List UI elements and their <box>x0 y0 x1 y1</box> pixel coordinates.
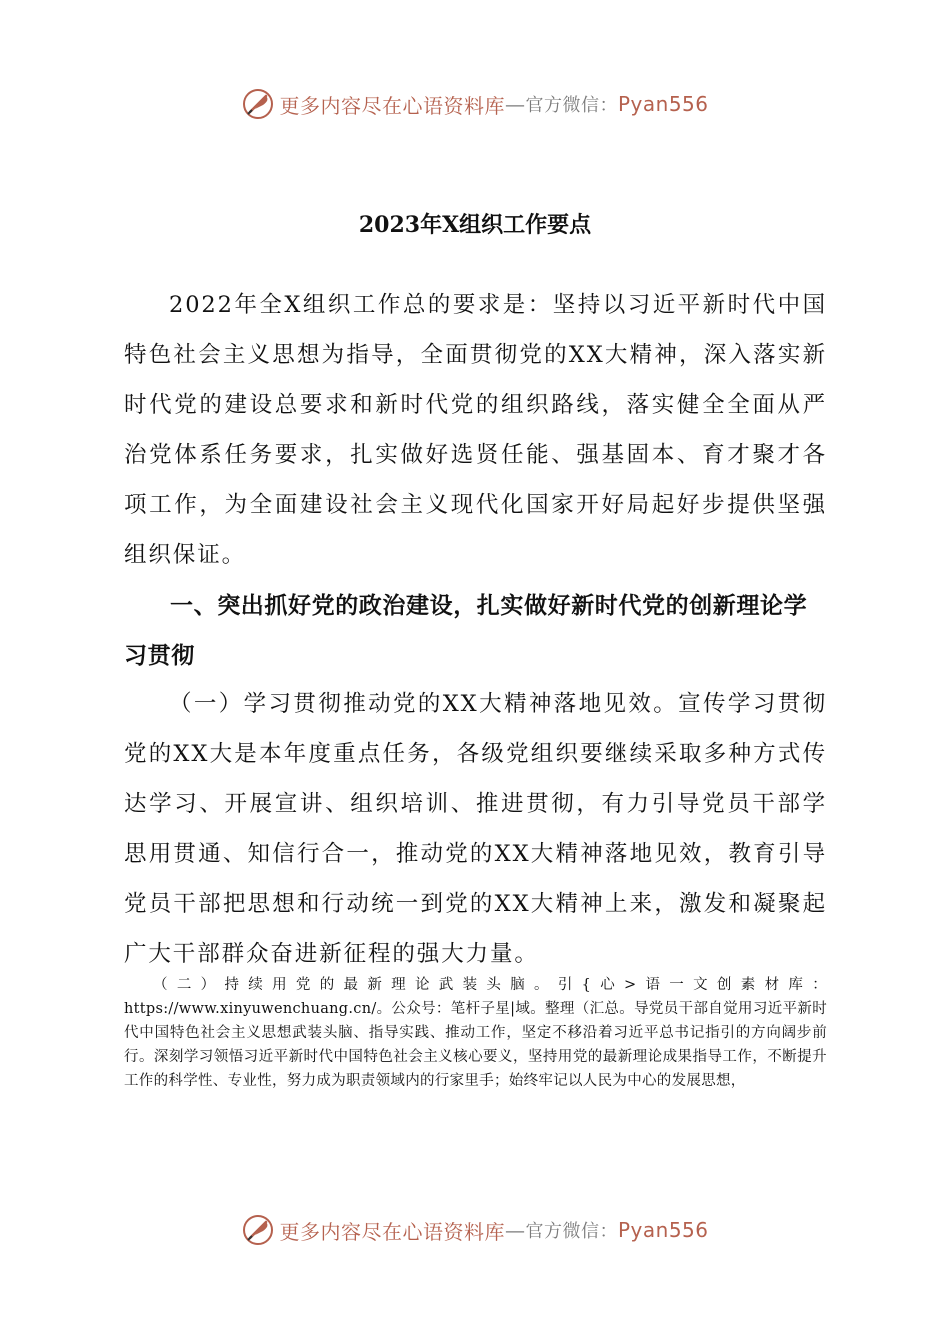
banner-wechat-id: Pyan556 <box>617 1218 709 1242</box>
subsection-paragraph-1: （一）学习贯彻推动党的XX大精神落地见效。宣传学习贯彻党的XX大是本年度重点任务，各级党组织要继续采取多种方式传达学习、开展宣讲、组织培训、推进贯彻，有力引导党员干部学思用贯通、知信行合一，推动党的XX大精神落地见效，教育引导党员干部把思想和行动统一到党的XX大精神上来，激发和凝聚起广大干部群众奋进新征程的强大力量。 <box>124 691 827 967</box>
quill-logo-icon <box>241 87 275 121</box>
quill-logo-icon <box>241 1213 275 1247</box>
footer-watermark-banner <box>0 1208 950 1252</box>
banner-wechat-label: 官方微信： <box>525 1221 618 1242</box>
section-heading-1: 一、突出抓好党的政治建设，扎实做好新时代党的创新理论学习贯彻 <box>124 593 808 669</box>
banner-wechat-label: 官方微信： <box>525 95 618 116</box>
banner-dash: — <box>504 1218 526 1242</box>
banner-wechat-id: Pyan556 <box>617 92 709 116</box>
subsection-paragraph-2: （二）持续用党的最新理论武装头脑。引{心>语一文创素材库：https://www.xinyuwenchuang.cn/。公众号：笔杆子星|域。整理（汇总。导党员干部自觉用习近平新时代中国特色社会主义思想武装头脑、指导实践、推动工作，坚定不移沿着习近平总书记指引的方向阔步前行。深刻学习领悟习近平新时代中国特色社会主义核心要义，坚持用党的最新理论成果指导工作，不断提升工作的科学性、专业性，努力成为职责领域内的行家里手；始终牢记以人民为中心的发展思想， <box>124 977 827 1089</box>
banner-brand-text: 更多内容尽在心语资料库 <box>279 1219 505 1244</box>
intro-paragraph: 2022年全X组织工作总的要求是：坚持以习近平新时代中国特色社会主义思想为指导，全面贯彻党的XX大精神，深入落实新时代党的建设总要求和新时代党的组织路线，落实健全全面从严治党体系任务要求，扎实做好选贤任能、强基固本、育才聚才各项工作，为全面建设社会主义现代化国家开好局起好步提供坚强组织保证。 <box>124 292 827 568</box>
banner-dash: — <box>504 92 526 116</box>
header-watermark-banner <box>0 82 950 126</box>
document-title: 2023年X组织工作要点 <box>358 212 592 238</box>
banner-brand-text: 更多内容尽在心语资料库 <box>279 93 505 118</box>
